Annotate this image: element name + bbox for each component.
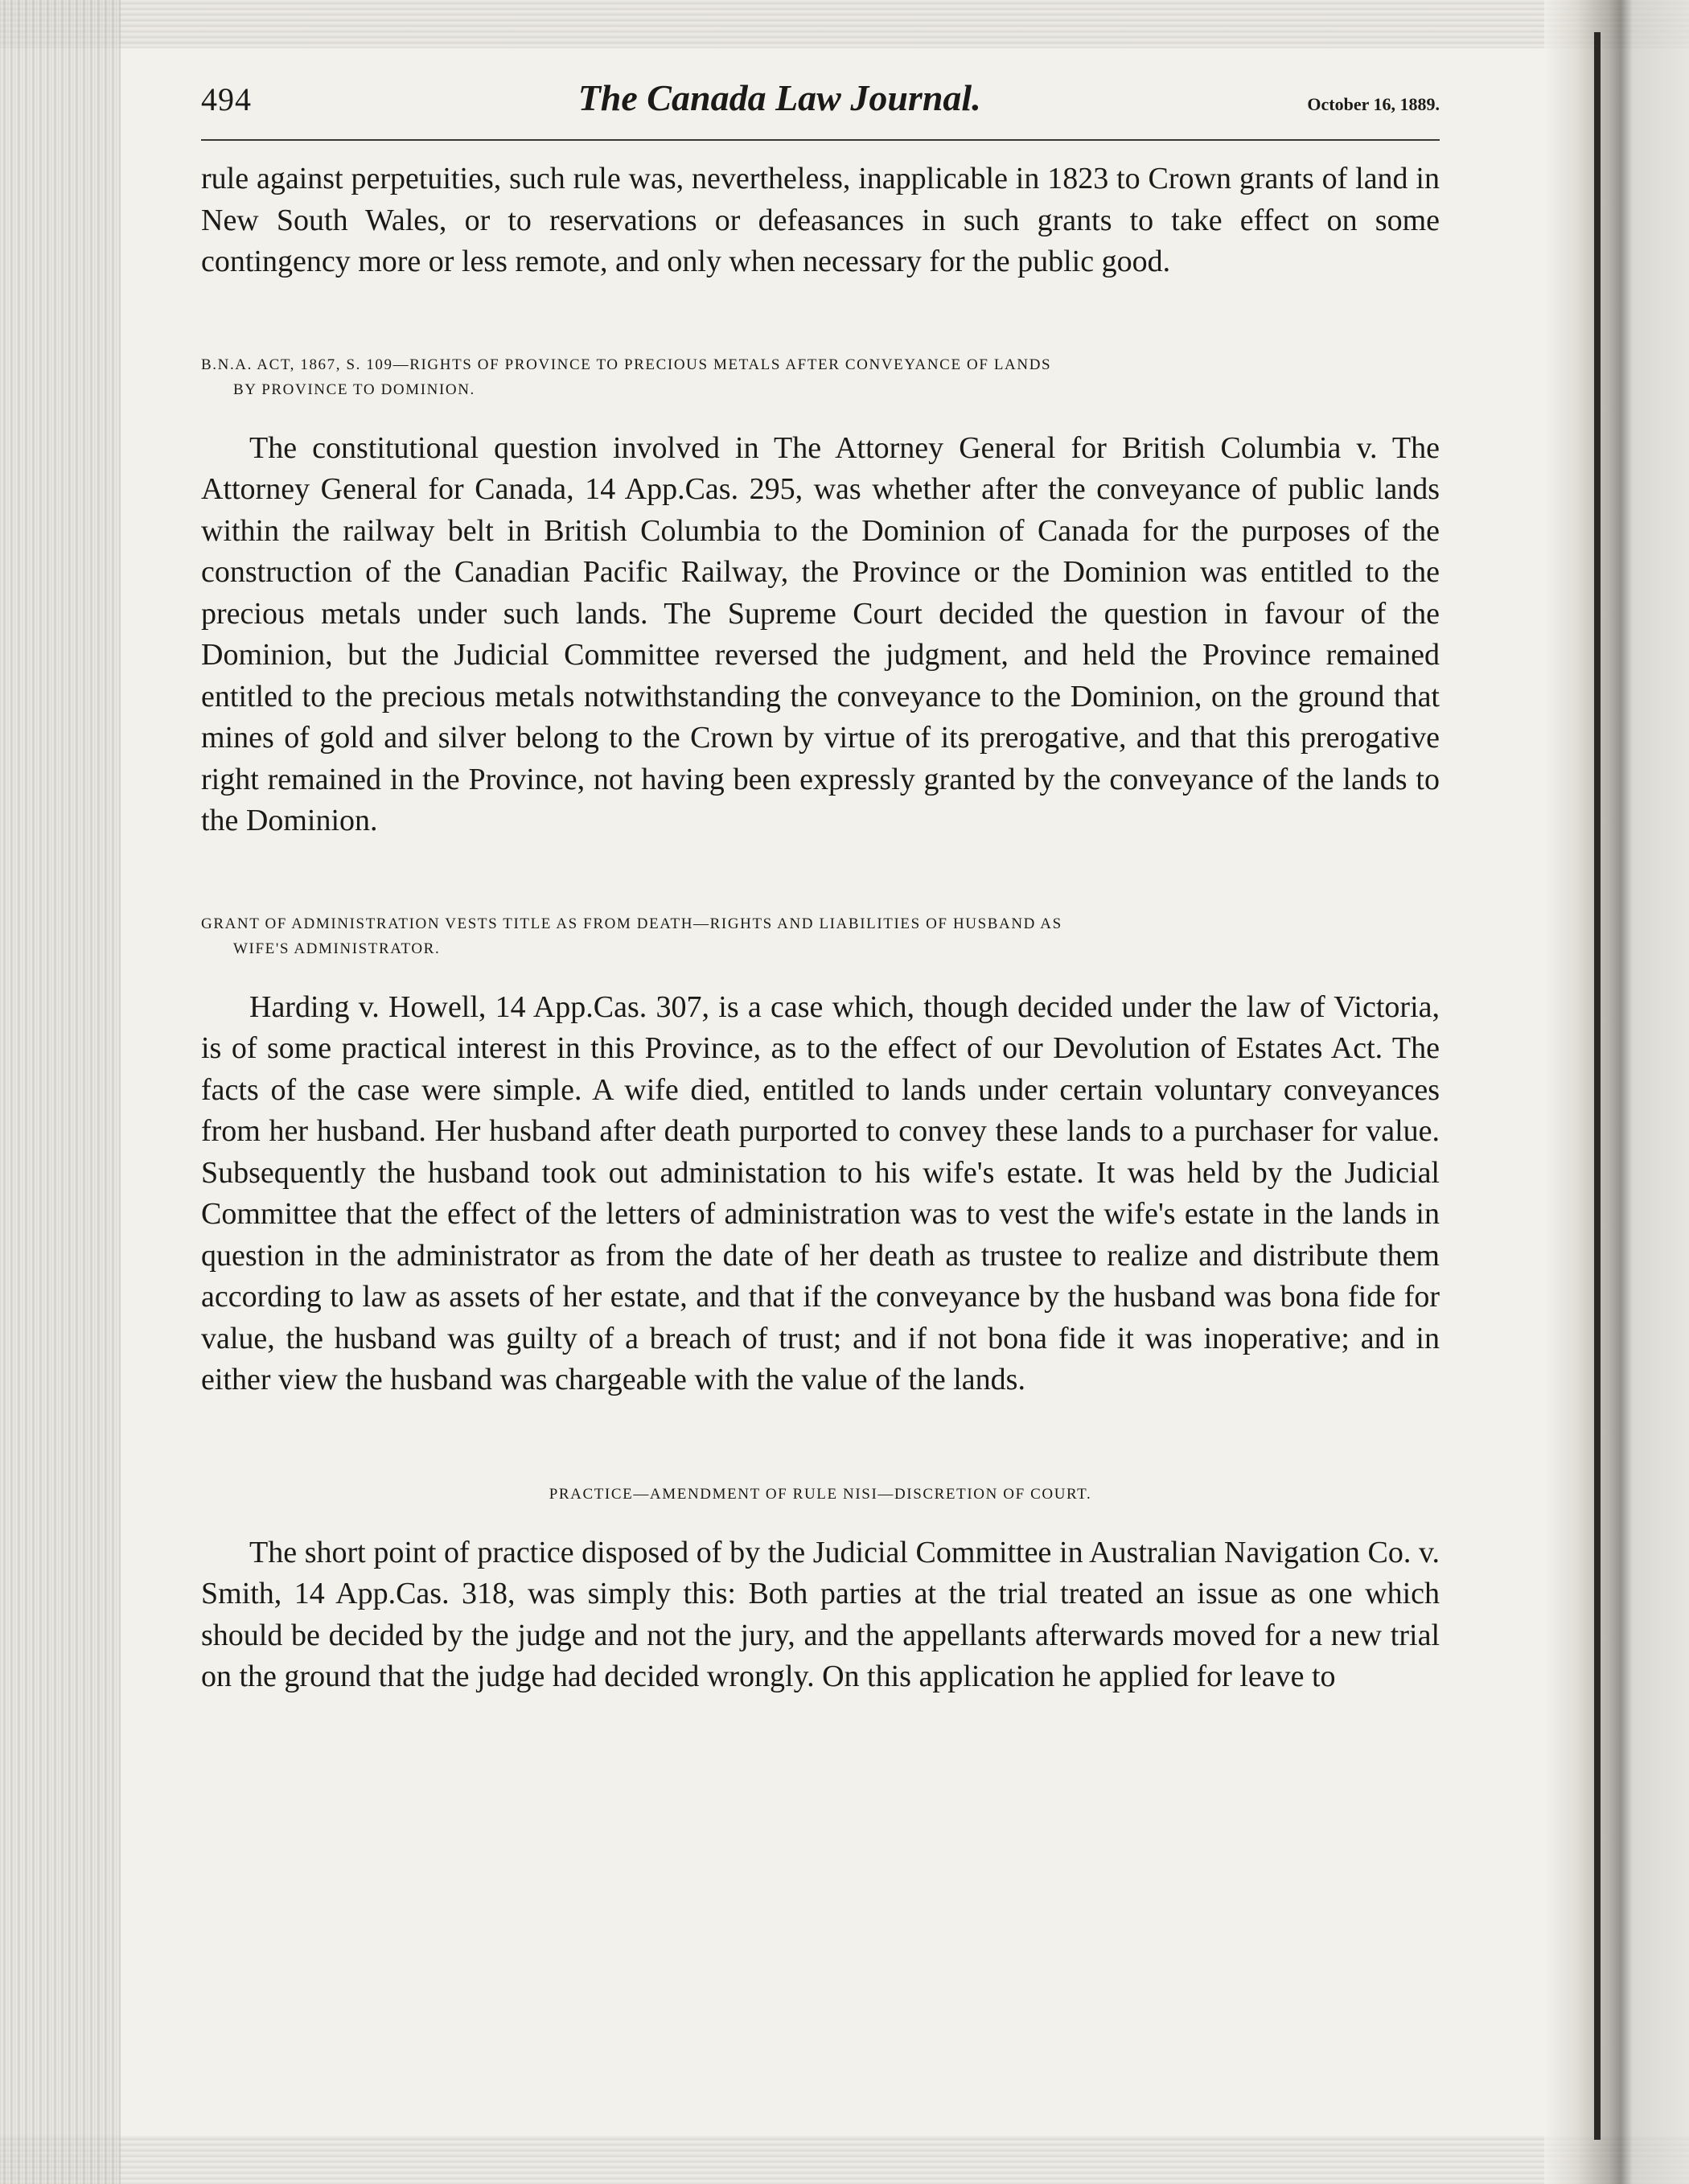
page-number: 494	[201, 81, 252, 117]
section-paragraph: The constitutional question involved in The Attorney General for British Columbia v. The Attorney General for Canada, 14 App.Cas. 295, was whether after the conveyance of public lands within the railway belt in British Columbia to the Dominion of Canada for the purposes of the construction of the Canadian Pacific Railway, the Province or the Dominion was entitled to the precious metals under such lands. The Supreme Court decided the question in favour of the Dominion, but the Judicial Committee reversed the judgment, and held the Province remained entitled to the precious metals notwithstanding the conveyance to the Dominion, on the ground that mines of gold and silver belong to the Crown by virtue of its prerogative, and that this prerogative right remained in the Province, not having been expressly granted by the conveyance of the lands to the Dominion.	[201, 430, 1440, 837]
section-paragraph: The short point of practice disposed of by the Judicial Committee in Australian Navigation Co. v. Smith, 14 App.Cas. 318, was simply this: Both parties at the trial treated an issue as one which should be decided by the judge and not the jury, and the appellants afterwards moved for a new trial on the ground that the judge had decided wrongly. On this application he applied for leave to	[201, 1535, 1440, 1693]
scan-edge-left	[0, 0, 121, 2184]
section-heading-line: BY PROVINCE TO DOMINION.	[233, 380, 475, 398]
continued-paragraph: rule against perpetuities, such rule was, nevertheless, inapplicable in 1823 to Crown grants of land in New South Wales, or to reservations or defeasances in such grants to take effect on some contingency more or less remote, and only when necessary for the public good.	[201, 162, 1440, 278]
scan-edge-bottom	[0, 2136, 1689, 2184]
issue-date: October 16, 1889.	[1307, 94, 1440, 114]
scan-edge-top	[0, 0, 1689, 48]
page-header	[201, 76, 1440, 141]
section-heading-practice	[201, 1482, 1440, 1507]
section-heading-bna-act	[201, 352, 1440, 402]
journal-page	[201, 76, 1440, 1698]
journal-title: The Canada Law Journal.	[577, 77, 981, 118]
section-heading-line: PRACTICE—AMENDMENT OF RULE NISI—DISCRETION OF COURT.	[549, 1485, 1092, 1503]
scan-edge-right	[1544, 0, 1689, 2184]
section-heading-line: WIFE'S ADMINISTRATOR.	[233, 940, 441, 957]
section-heading-line: GRANT OF ADMINISTRATION VESTS TITLE AS FROM DEATH—RIGHTS AND LIABILITIES OF HUSBAND AS	[201, 915, 1062, 932]
book-spine-shadow	[1594, 32, 1601, 2140]
section-heading-line: B.N.A. ACT, 1867, S. 109—RIGHTS OF PROVINCE TO PRECIOUS METALS AFTER CONVEYANCE OF LANDS	[201, 356, 1052, 373]
section-paragraph: Harding v. Howell, 14 App.Cas. 307, is a case which, though decided under the law of Victoria, is of some practical interest in this Province, as to the effect of our Devolution of Estates Act. The facts of the case were simple. A wife died, entitled to lands under certain voluntary conveyances from her husband. Her husband after death purported to convey these lands to a purchaser for value. Subsequently the husband took out administation to his wife's estate. It was held by the Judicial Committee that the effect of the letters of administration was to vest the wife's estate in the lands in question in the administrator as from the date of her death as trustee to realize and distribute them according to law as assets of her estate, and that if the conveyance by the husband was bona fide for value, the husband was guilty of a breach of trust; and if not bona fide it was inoperative; and in either view the husband was chargeable with the value of the lands.	[201, 989, 1440, 1396]
section-heading-administration	[201, 911, 1440, 961]
